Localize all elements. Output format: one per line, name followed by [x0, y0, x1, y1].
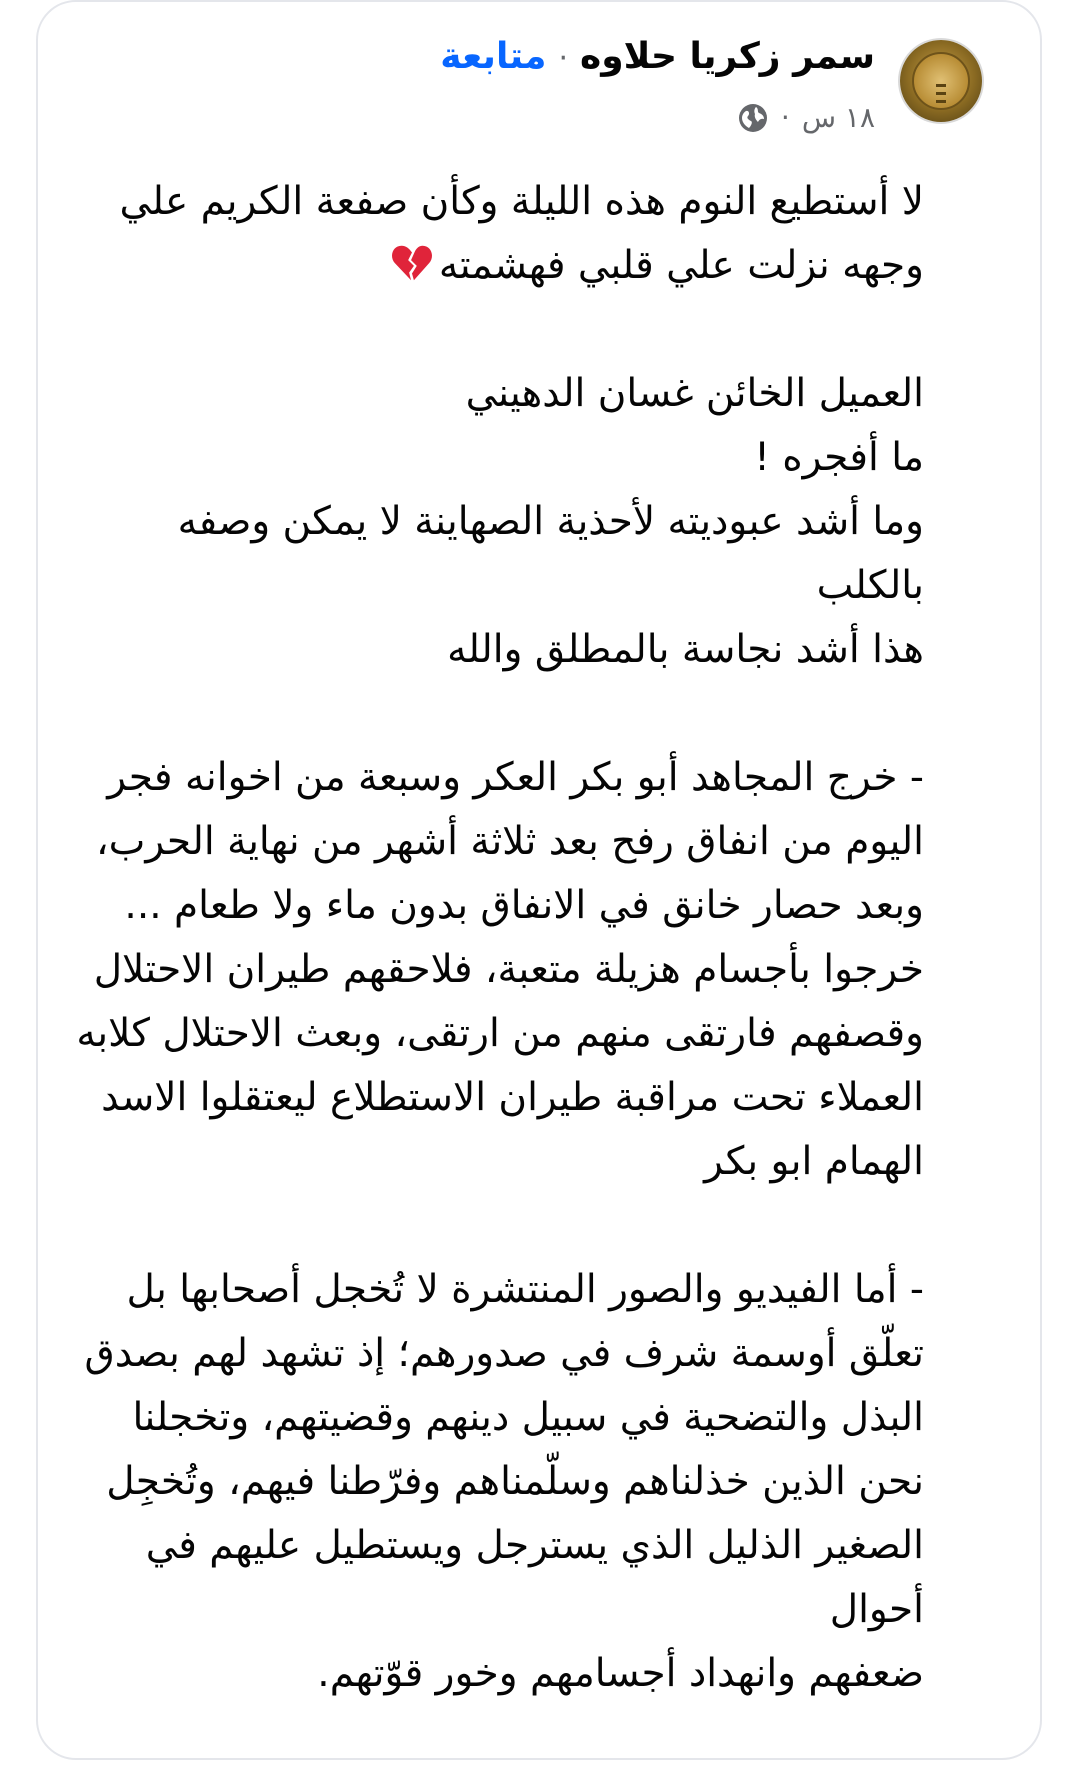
post-line [74, 426, 924, 490]
post-line [74, 1066, 924, 1130]
post-line [74, 490, 924, 618]
avatar-seal-icon [912, 52, 970, 110]
post-line-text: الصغير الذليل الذي يسترجل ويستطيل عليهم في أحوال [145, 1523, 924, 1632]
post-paragraph [74, 362, 924, 682]
post-line [74, 746, 924, 810]
post-line-text: العميل الخائن غسان الدهيني [465, 371, 924, 416]
post-line [74, 1130, 924, 1194]
post-body [74, 170, 924, 1770]
post-line [74, 810, 924, 874]
post-line [74, 1002, 924, 1066]
post-line-text: تعلّق أوسمة شرف في صدورهم؛ إذ تشهد لهم بصدق [84, 1331, 924, 1376]
post-line [74, 234, 924, 298]
post-line-text: العملاء تحت مراقبة طيران الاستطلاع ليعتقلوا الاسد [101, 1075, 924, 1120]
post-line-text: ضعفهم وانهداد أجسامهم وخور قوّتهم. [317, 1651, 924, 1696]
post-line [74, 1450, 924, 1514]
post-line [74, 874, 924, 938]
post-line-text: الهمام ابو بكر [704, 1139, 924, 1184]
post-line-text: اليوم من انفاق رفح بعد ثلاثة أشهر من نهاية الحرب، [96, 819, 924, 864]
meta-separator: · [780, 101, 790, 134]
post-line [74, 1642, 924, 1706]
post-paragraph [74, 746, 924, 1194]
author-name[interactable]: سمر زكريا حلاوه [580, 36, 875, 77]
post-line-text: خرجوا بأجسام هزيلة متعبة، فلاحقهم طيران الاحتلال [93, 947, 924, 992]
post-line-text: وما أشد عبوديته لأحذية الصهاينة لا يمكن وصفه بالكلب [177, 499, 924, 608]
post-paragraph [74, 170, 924, 298]
post-line [74, 938, 924, 1002]
post-line-text: نحن الذين خذلناهم وسلّمناهم وفرّطنا فيهم، وتُخجِل [106, 1459, 924, 1504]
post-time[interactable]: ١٨ س [801, 101, 875, 134]
post-line [74, 1258, 924, 1322]
post-paragraph [74, 1258, 924, 1706]
post-line-text: البذل والتضحية في سبيل دينهم وقضيتهم، وتخجلنا [132, 1395, 924, 1440]
post-meta [737, 98, 875, 138]
post-line-text: هذا أشد نجاسة بالمطلق والله [447, 627, 924, 672]
header-separator: · [558, 41, 568, 76]
post-line [74, 362, 924, 426]
post-line-text: لا أستطيع النوم هذه الليلة وكأن صفعة الكريم علي [119, 179, 924, 224]
post-line [74, 170, 924, 234]
post-line-text: ما أفجره ! [754, 435, 924, 480]
post-line-text: وقصفهم فارتقى منهم من ارتقى، وبعث الاحتلال كلابه [76, 1011, 924, 1056]
post-line [74, 1514, 924, 1642]
post-line [74, 618, 924, 682]
post-line-text: - أما الفيديو والصور المنتشرة لا تُخجل أصحابها بل [126, 1267, 924, 1312]
post-line [74, 1322, 924, 1386]
post-line [74, 1386, 924, 1450]
author-avatar[interactable] [900, 40, 982, 122]
post-line-text: - خرج المجاهد أبو بكر العكر وسبعة من اخوانه فجر [107, 755, 924, 800]
follow-button[interactable]: متابعة [440, 36, 547, 77]
post-line-text: وجهه نزلت علي قلبي فهشمته [438, 243, 924, 288]
post-header [440, 32, 875, 84]
broken-heart-icon [389, 240, 435, 286]
globe-icon[interactable] [737, 102, 769, 134]
post-line-text: وبعد حصار خانق في الانفاق بدون ماء ولا طعام ... [124, 883, 924, 928]
